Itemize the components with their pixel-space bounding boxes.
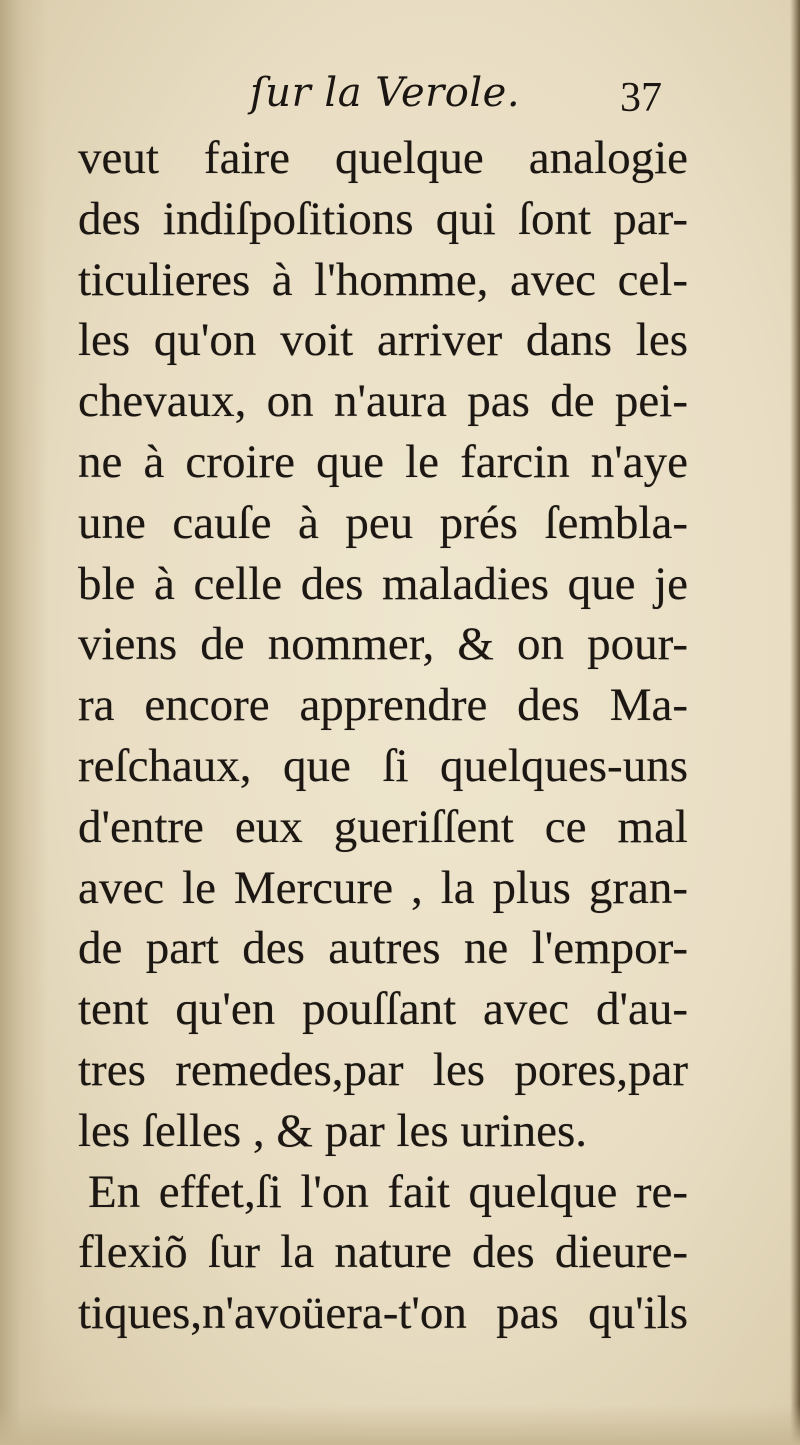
text-line: tiques,n'avoüera-t'on pas qu'ils [78,1287,688,1340]
text-line: tres remedes,par les pores,par [78,1043,688,1096]
text-line: ra encore apprendre des Ma- [78,679,688,732]
page-bottom-edge [0,1405,800,1445]
text-line: veut faire quelque analogie [78,132,688,184]
page-number: 37 [620,75,662,121]
text-line: les qu'on voit arriver dans les [78,314,688,367]
page-edge [790,0,800,1445]
text-line: flexiõ ſur la nature des dieure- [78,1226,688,1279]
text-line: chevaux, on n'aura pas de pei- [78,375,688,428]
body-text [78,128,688,1344]
text-line: ble à celle des maladies que je [78,557,688,610]
text-line: une cauſe à peu prés ſembla- [78,496,688,549]
text-line: de part des autres ne l'empor- [78,922,688,975]
paragraph-end-line: les ſelles , & par les urines. [78,1104,588,1157]
text-line: ne à croire que le farcin n'aye [78,435,688,488]
text-line: avec le Mercure , la plus gran- [78,861,688,914]
page-header [250,70,670,130]
text-line: tent qu'en pouſſant avec d'au- [78,983,688,1036]
text-line: des indiſpoſitions qui ſont par- [78,192,688,245]
text-line: d'entre eux gueriſſent ce mal [78,800,688,853]
paragraph-start-line: En effet,ſi l'on fait quelque re- [88,1165,688,1218]
running-head: ſur la Verole. [250,70,521,116]
text-line: ticulieres à l'homme, avec cel- [78,253,688,306]
text-line: reſchaux, que ſi quelques-uns [78,739,688,792]
binding-gutter [0,0,48,1445]
text-line: viens de nommer, & on pour- [78,618,688,671]
